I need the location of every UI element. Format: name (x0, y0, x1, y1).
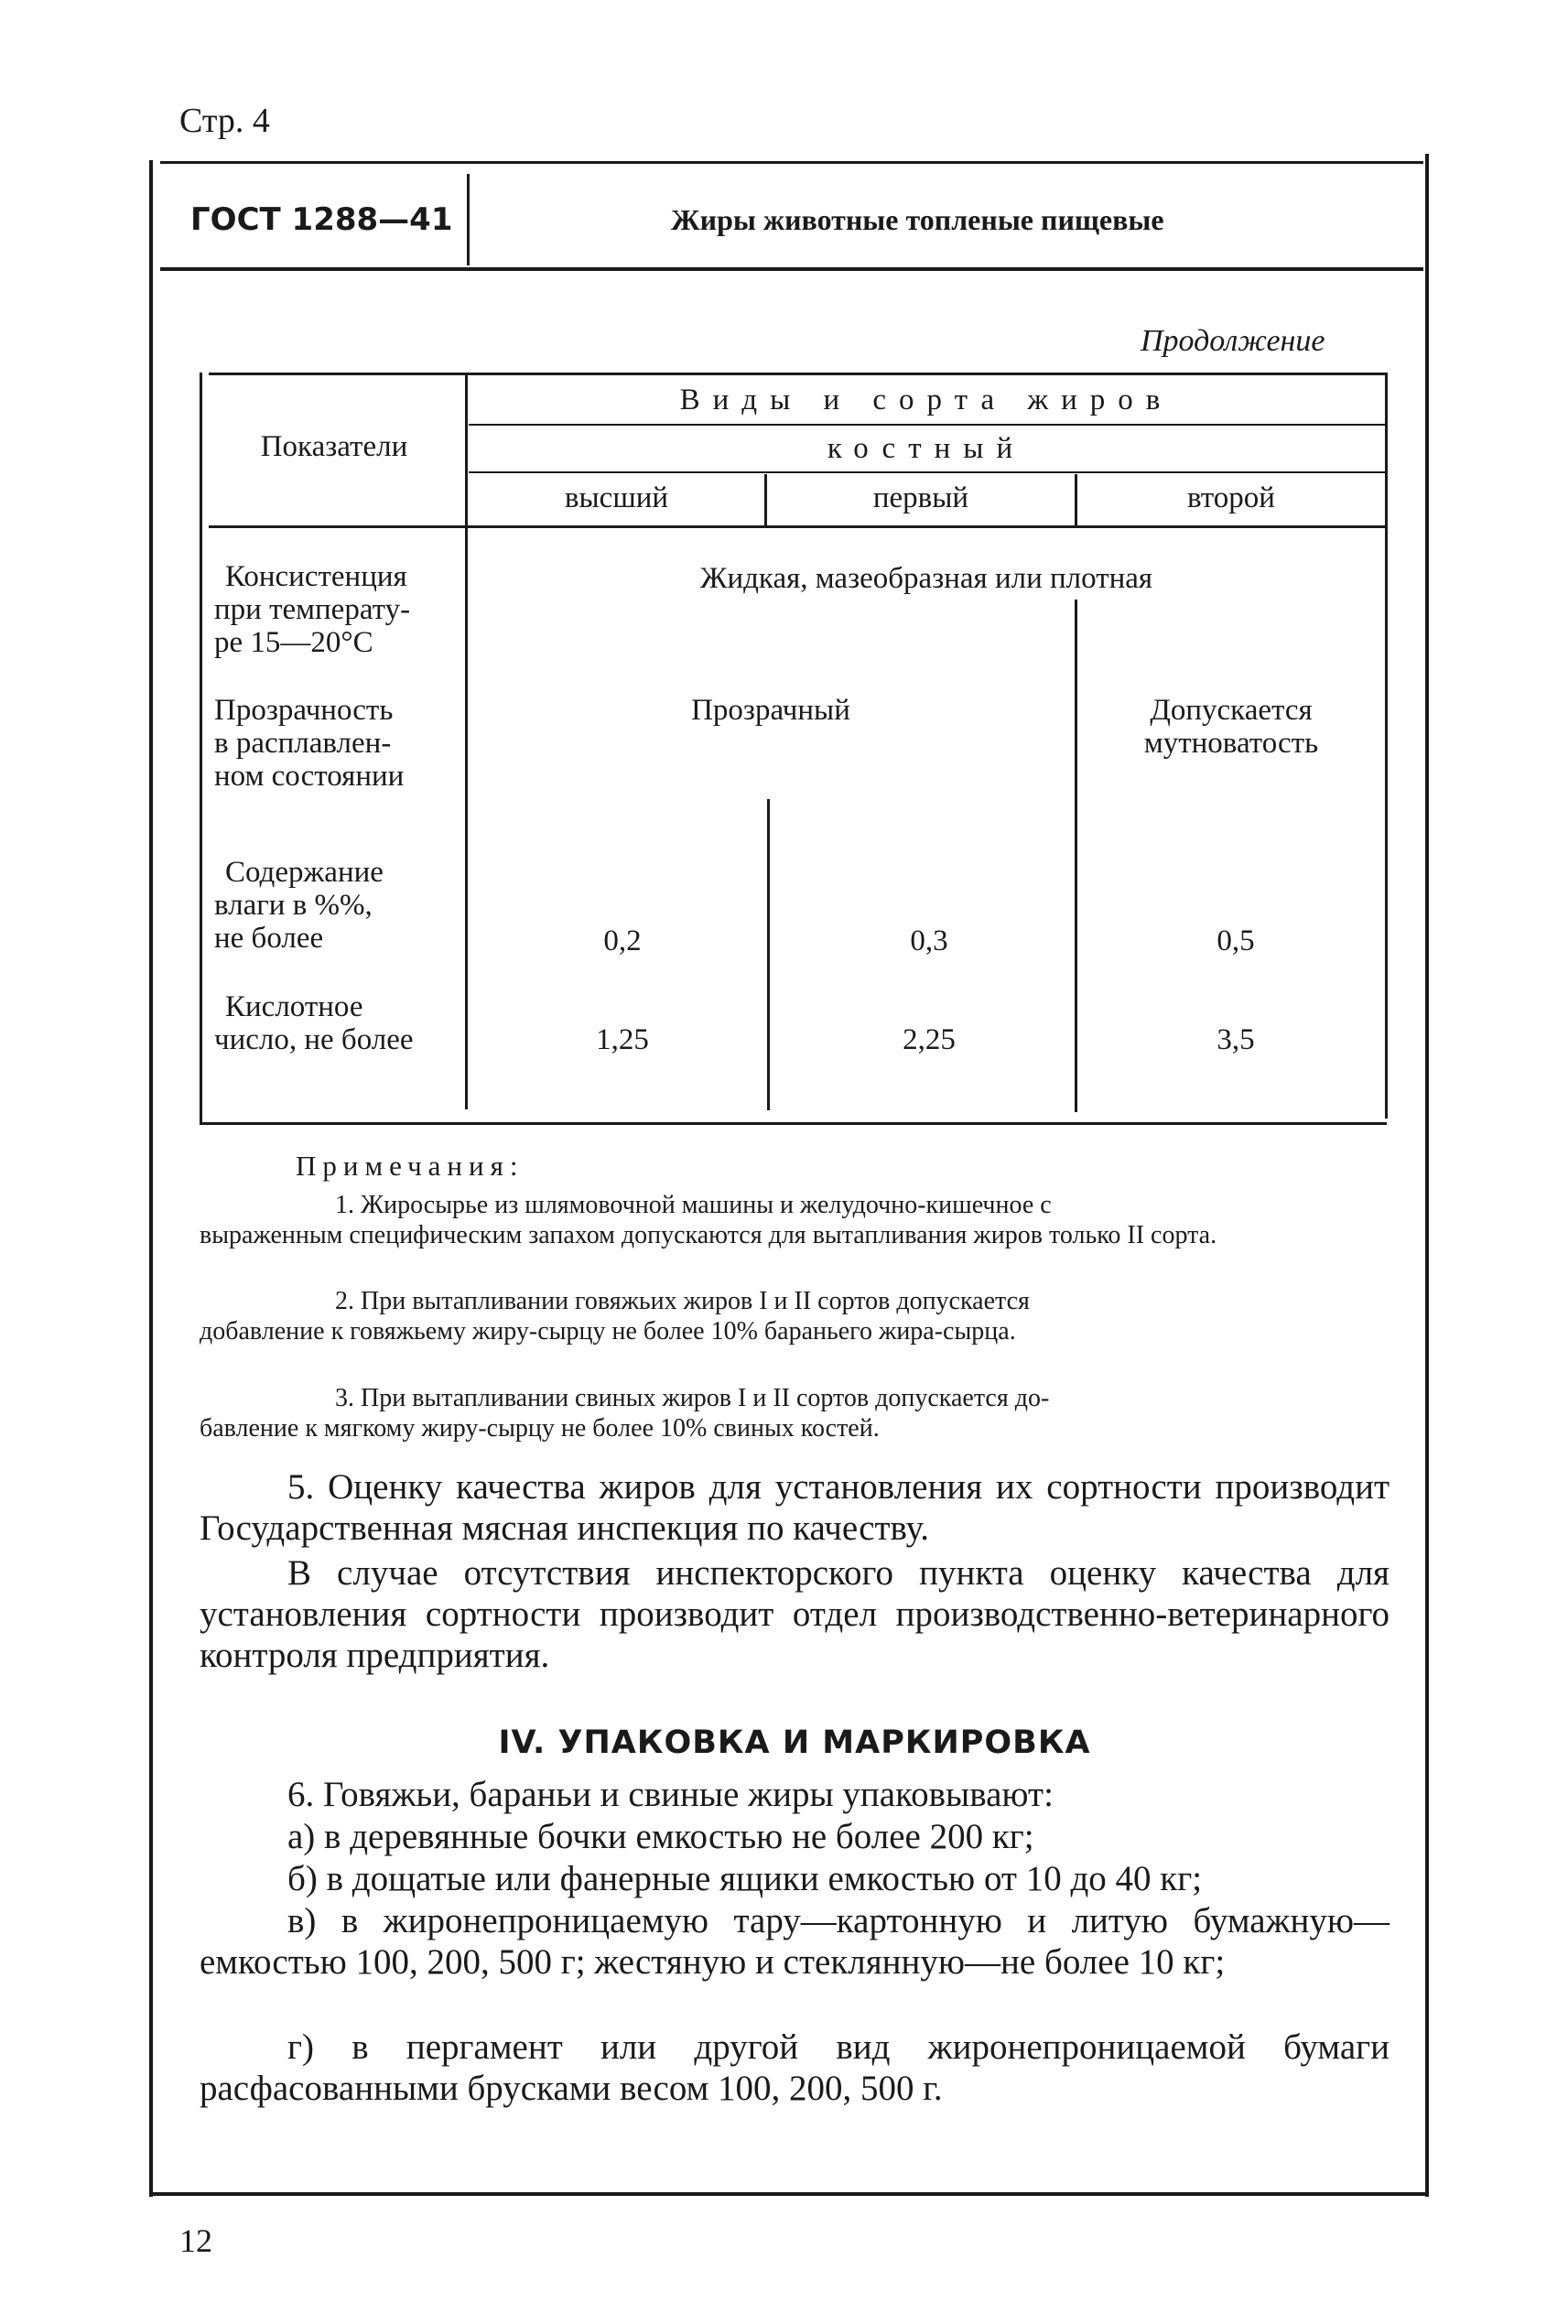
acid-second: 3,5 (1217, 1023, 1255, 1056)
transparency-value-second: Допускается мутноватость (1143, 694, 1319, 760)
table-header-bottom-line (209, 525, 1387, 528)
transparency-value-merged: Прозрачный (691, 694, 850, 727)
continuation-label: Продолжение (1141, 324, 1325, 358)
frame-bottom-border (149, 2192, 1429, 2196)
row-label-consistency: Консистенция при температу- ре 15—20°С (214, 560, 411, 659)
row-label-moisture: Содержание влаги в %%, не более (214, 856, 384, 955)
moisture-first: 0,3 (910, 924, 948, 957)
note-3: 3. При вытапливании свиных жиров I и II сортов допускается до- бавление к мягкому жиру-сырцу не более 10% свиных костей. (200, 1384, 1050, 1443)
page-number-bottom: 12 (179, 2222, 212, 2259)
standard-title: Жиры животные топленые пищевые (671, 203, 1164, 236)
packing-item-b: б) в дощатые или фанерные ящики емкостью от 10 до 40 кг; (287, 1859, 1203, 1898)
row-label-transparency: Прозрачность в расплавлен- ном состоянии (214, 694, 405, 793)
frame-left-border (149, 160, 153, 2197)
acid-highest: 1,25 (596, 1023, 649, 1056)
grade-first: первый (872, 481, 969, 514)
note-1: 1. Жиросырье из шлямовочной машины и желудочно-кишечное с выраженным специфическим запахом допускаются для вытапливания жиров только II сорта. (200, 1191, 1217, 1249)
grade-highest: высший (564, 481, 669, 514)
header-fat-kinds: Виды и сорта жиров (679, 384, 1173, 416)
grade-second: второй (1187, 481, 1275, 514)
notes-title: Примечания: (296, 1150, 524, 1182)
packing-item-c: в) в жиронепроницаемую тару—картонную и литую бумажную—емкостью 100, 200, 500 г; жестяную и стеклянную—не более 10 кг; (200, 1901, 1390, 1982)
header-bone-fat: костный (827, 432, 1026, 465)
table-bottom-line (200, 1122, 1387, 1125)
frame-top-border (160, 161, 1423, 164)
note-2: 2. При вытапливании говяжьих жиров I и II сортов допускается добавление к говяжьему жиру-сырцу не более 10% бараньего жира-сырца. (200, 1287, 1030, 1346)
table-left-line (200, 373, 202, 1123)
table-body-divider-1 (767, 799, 770, 1110)
packing-item-d: г) в пергамент или другой вид жиронепроницаемой бумаги расфасованными брусками весом 100, 200, 500 г. (200, 2027, 1390, 2108)
consistency-value: Жидкая, мазеобразная или плотная (699, 562, 1153, 595)
moisture-second: 0,5 (1217, 924, 1255, 957)
table-right-line (1385, 373, 1388, 1119)
acid-first: 2,25 (903, 1023, 956, 1056)
moisture-highest: 0,2 (603, 924, 642, 957)
table-label-divider (465, 373, 468, 1109)
paragraph-6: 6. Говяжьи, бараньи и свиные жиры упаковывают: (287, 1775, 1054, 1814)
table-body-divider-2 (1075, 600, 1077, 1112)
frame-right-border (1425, 154, 1429, 2197)
packing-item-a: а) в деревянные бочки емкостью не более 200 кг; (287, 1817, 1034, 1856)
table-group-line (469, 424, 1387, 426)
header-indicators: Показатели (260, 430, 408, 463)
standard-code: ГОСТ 1288—41 (190, 201, 453, 238)
table-top-line (209, 373, 1385, 375)
header-rule (160, 267, 1423, 271)
page-label-top: Стр. 4 (179, 102, 270, 140)
section-heading: IV. УПАКОВКА И МАРКИРОВКА (498, 1724, 1091, 1761)
row-label-acid: Кислотное число, не более (214, 990, 414, 1056)
paragraph-5: 5. Оценку качества жиров для установления их сортности производит Государственная мясная инспекция по качеству. (200, 1467, 1390, 1548)
header-divider (467, 174, 470, 265)
paragraph-5-continuation: В случае отсутствия инспекторского пункта оценку качества для установления сортности производит отдел производственно-ветеринарного контроля предприятия. (200, 1553, 1390, 1675)
table-subgroup-line (469, 471, 1387, 473)
